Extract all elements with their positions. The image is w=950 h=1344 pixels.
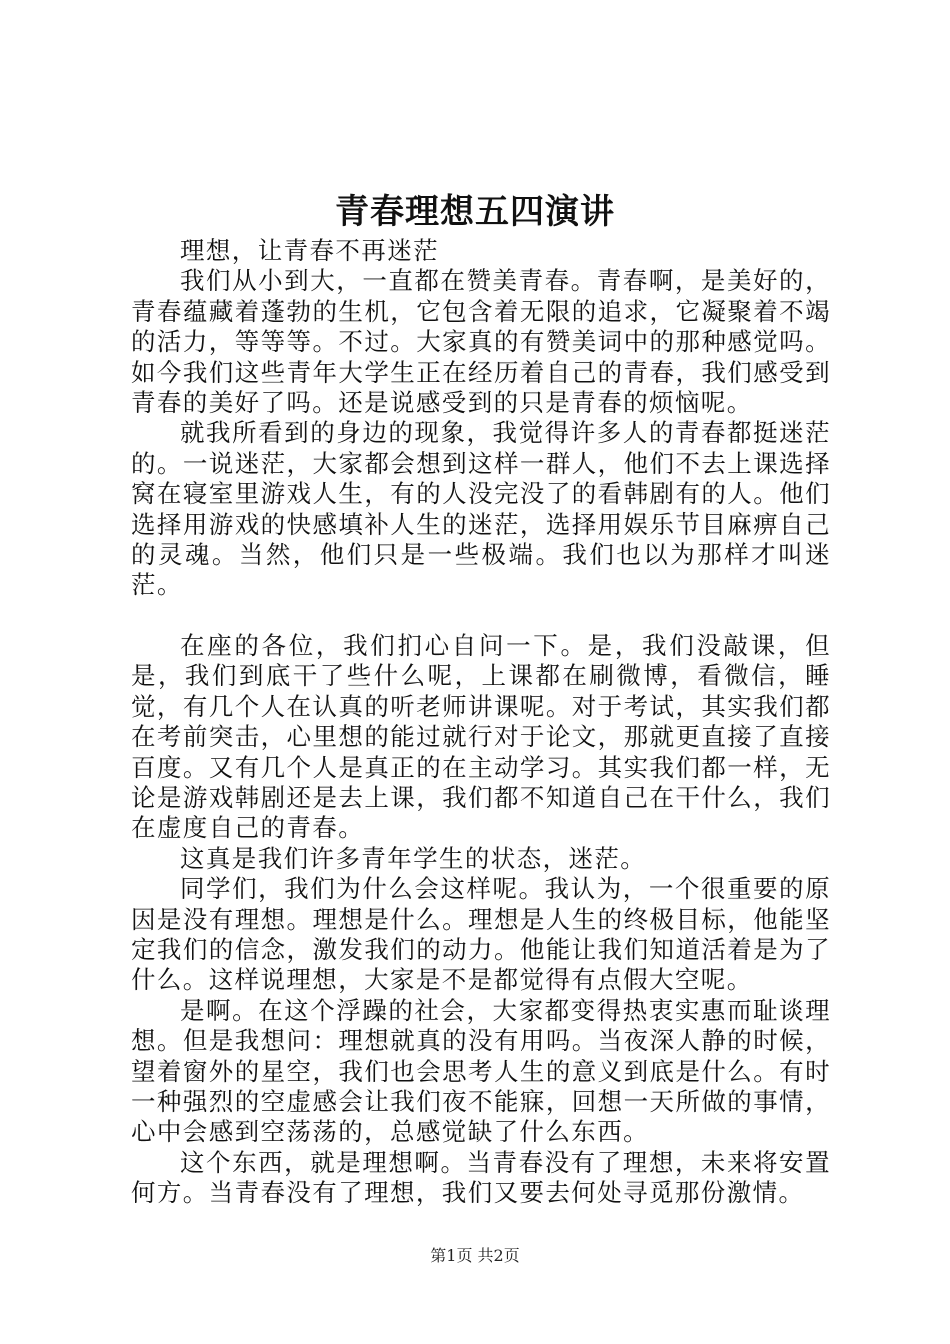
paragraph: 是啊。在这个浮躁的社会，大家都变得热衷实惠而耻谈理想。但是我想问：理想就真的没有用吗。当夜深人静的时候，望着窗外的星空，我们也会思考人生的意义到底是什么。有时一种强烈的空虚感会让我们夜不能寐，回想一天所做的事情，心中会感到空荡荡的，总感觉缺了什么东西。	[131, 995, 831, 1147]
paragraph: 这真是我们许多青年学生的状态，迷茫。	[180, 843, 647, 873]
paragraph-subtitle: 理想，让青春不再迷茫	[180, 236, 439, 265]
paragraph: 在座的各位，我们扪心自问一下。是，我们没敲课，但是，我们到底干了些什么呢，上课都在刷微博，看微信，睡觉，有几个人在认真的听老师讲课呢。对于考试，其实我们都在考前突击，心里想的能过就行对于论文，那就更直接了直接百度。又有几个人是真正的在主动学习。其实我们都一样，无论是游戏韩剧还是去上课，我们都不知道自己在干什么，我们在虚度自己的青春。	[131, 630, 831, 843]
document-title: 青春理想五四演讲	[335, 192, 615, 232]
paragraph: 同学们，我们为什么会这样呢。我认为，一个很重要的原因是没有理想。理想是什么。理想是人生的终极目标，他能坚定我们的信念，激发我们的动力。他能让我们知道活着是为了什么。这样说理想，大家是不是都觉得有点假大空呢。	[131, 874, 831, 995]
paragraph: 就我所看到的身边的现象，我觉得许多人的青春都挺迷茫的。一说迷茫，大家都会想到这样一群人，他们不去上课选择窝在寝室里游戏人生，有的人没完没了的看韩剧有的人。他们选择用游戏的快感填补人生的迷茫，选择用娱乐节目麻痹自己的灵魂。当然，他们只是一些极端。我们也以为那样才叫迷茫。	[131, 418, 831, 600]
paragraph: 这个东西，就是理想啊。当青春没有了理想，未来将安置何方。当青春没有了理想，我们又要去何处寻觅那份激情。	[131, 1147, 831, 1208]
document-body	[131, 236, 831, 1209]
page-number-footer: 第1页 共2页	[430, 1246, 520, 1265]
paragraph: 我们从小到大，一直都在赞美青春。青春啊，是美好的，青春蕴藏着蓬勃的生机，它包含着无限的追求，它凝聚着不竭的活力，等等等。不过。大家真的有赞美词中的那种感觉吗。如今我们这些青年大学生正在经历着自己的青春，我们感受到青春的美好了吗。还是说感受到的只是青春的烦恼呢。	[131, 266, 831, 418]
